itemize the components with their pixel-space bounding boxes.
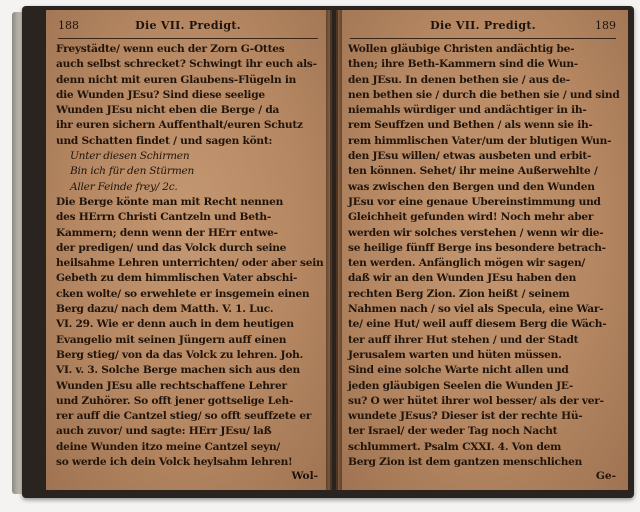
text-line: rem Seuffzen und Bethen / als wenn sie ih- bbox=[348, 119, 593, 132]
text-line: se heilige fünff Berge ins besondere betrach- bbox=[348, 241, 606, 254]
text-line: Gebeth zu dem himmlischen Vater abschi- bbox=[56, 272, 298, 285]
left-page-number: 188 bbox=[58, 19, 79, 32]
right-running-head: Die VII. Predigt. bbox=[430, 19, 536, 32]
text-line: des HErrn Christi Cantzeln und Beth- bbox=[56, 211, 271, 224]
text-line: Berg Zion ist dem gantzen menschlichen bbox=[348, 456, 583, 469]
right-header-rule bbox=[350, 38, 616, 39]
text-line: ten können. Sehet/ ihr meine Außerwehlte / bbox=[348, 165, 598, 178]
text-line: JEsu vor eine genaue Ubereinstimmung und bbox=[348, 195, 601, 208]
text-line: Wollen gläubige Christen andächtig be- bbox=[348, 43, 575, 55]
text-line: wundete JEsus? Dieser ist der rechte Hü- bbox=[348, 410, 583, 423]
text-line: ten werden. Anfänglich mögen wir sagen/ bbox=[348, 257, 586, 270]
text-line: te/ eine Hut/ weil auff diesem Berg die Wäch- bbox=[348, 318, 607, 331]
left-running-head: Die VII. Predigt. bbox=[135, 19, 241, 32]
text-line: Sind eine solche Warte nicht allen und bbox=[348, 364, 569, 377]
left-page bbox=[46, 10, 332, 490]
right-catchword: Ge- bbox=[595, 470, 616, 483]
text-line: then; ihre Beth-Kammern sind die Wun- bbox=[348, 58, 578, 71]
verse-line: Aller Feinde frey/ 2c. bbox=[70, 180, 178, 193]
text-line: jeden gläubigen Seelen die Wunden JE- bbox=[348, 379, 574, 392]
text-line: deine Wunden itzo meine Cantzel seyn/ bbox=[56, 440, 281, 453]
text-line: der predigen/ und das Volck durch seine bbox=[56, 241, 287, 254]
text-line: Freystädte/ wenn euch der Zorn G-Ottes bbox=[56, 43, 285, 55]
text-line: VI. 29. Wie er denn auch in dem heutigen bbox=[56, 318, 294, 331]
text-line: Berg dazu/ nach dem Matth. V. 1. Luc. bbox=[56, 303, 274, 316]
right-page-header bbox=[350, 16, 616, 36]
right-page-text bbox=[348, 42, 618, 470]
text-line: rer auff die Cantzel stieg/ so offt seuffzete er bbox=[56, 410, 312, 423]
text-line: ter Israel/ der weder Tag noch Nacht bbox=[348, 425, 558, 438]
text-line: Wunden JEsu alle rechtschaffene Lehrer bbox=[56, 379, 287, 392]
text-line: heilsahme Lehren unterrichten/ oder aber sein bbox=[56, 257, 324, 270]
text-line: so werde ich dein Volck heylsahm lehren! bbox=[56, 456, 293, 469]
text-line: auch selbst schrecket? Schwingt ihr euch als- bbox=[56, 58, 317, 71]
text-line: Jerusalem warten und hüten müssen. bbox=[348, 348, 562, 361]
verse-line: Bin ich für den Stürmen bbox=[70, 165, 195, 178]
right-page-number: 189 bbox=[595, 19, 616, 32]
verse-line: Unter diesen Schirmen bbox=[70, 150, 190, 163]
text-line: nen bethen sie / durch die bethen sie / und sind bbox=[348, 88, 620, 101]
book-gutter bbox=[326, 10, 342, 490]
text-line: und Schatten findet / und sagen könt: bbox=[56, 134, 273, 147]
text-line: schlummert. Psalm CXXI. 4. Von dem bbox=[348, 440, 562, 453]
left-page-text bbox=[56, 42, 324, 470]
text-line: cken wolte/ so erwehlete er insgemein einen bbox=[56, 287, 310, 300]
text-line: werden wir solches verstehen / wenn wir die- bbox=[348, 226, 604, 239]
text-line: rem himmlischen Vater/um der blutigen Wun- bbox=[348, 134, 612, 147]
text-line: VI. v. 3. Solche Berge machen sich aus den bbox=[56, 364, 300, 377]
text-line: Kammern; denn wenn der HErr entwe- bbox=[56, 226, 278, 239]
text-line: den JEsu. In denen bethen sie / aus de- bbox=[348, 73, 570, 86]
text-line: auch zuvor/ und sagte: HErr JEsu/ laß bbox=[56, 425, 272, 438]
text-line: ihr euren sichern Auffenthalt/euren Schutz bbox=[56, 119, 303, 132]
text-line: Berg stieg/ von da das Volck zu lehren. Joh. bbox=[56, 348, 304, 361]
text-line: ter auff ihrer Hut stehen / und der Stadt bbox=[348, 333, 579, 346]
text-line: Die Berge könte man mit Recht nennen bbox=[56, 195, 284, 208]
left-header-rule bbox=[58, 38, 318, 39]
text-line: rechten Berg Zion. Zion heißt / seinem bbox=[348, 287, 570, 300]
text-line: Wunden JEsu nicht eben die Berge / da bbox=[56, 104, 280, 117]
right-page bbox=[336, 10, 628, 490]
text-line: den JEsu willen/ etwas ausbeten und erbit- bbox=[348, 150, 592, 163]
text-line: die Wunden JEsu? Sind diese seelige bbox=[56, 88, 265, 101]
text-line: Evangelio mit seinen Jüngern auff einen bbox=[56, 333, 287, 346]
left-page-header bbox=[58, 16, 318, 36]
text-line: niemahls würdiger und andächtiger in ih- bbox=[348, 104, 587, 117]
text-line: was zwischen den Bergen und den Wunden bbox=[348, 180, 595, 193]
text-line: daß wir an den Wunden JEsu haben den bbox=[348, 272, 577, 285]
text-line: und Zuhörer. So offt jener gottselige Leh- bbox=[56, 394, 294, 407]
text-line: su? O wer hütet ihrer wol besser/ als der ver- bbox=[348, 394, 604, 407]
text-line: denn nicht mit euren Glaubens-Flügeln in bbox=[56, 73, 297, 86]
text-line: Gleichheit gefunden wird! Noch mehr aber bbox=[348, 211, 594, 224]
left-catchword: Wol- bbox=[291, 470, 318, 483]
text-line: Nahmen nach / so viel als Specula, eine War- bbox=[348, 303, 604, 316]
